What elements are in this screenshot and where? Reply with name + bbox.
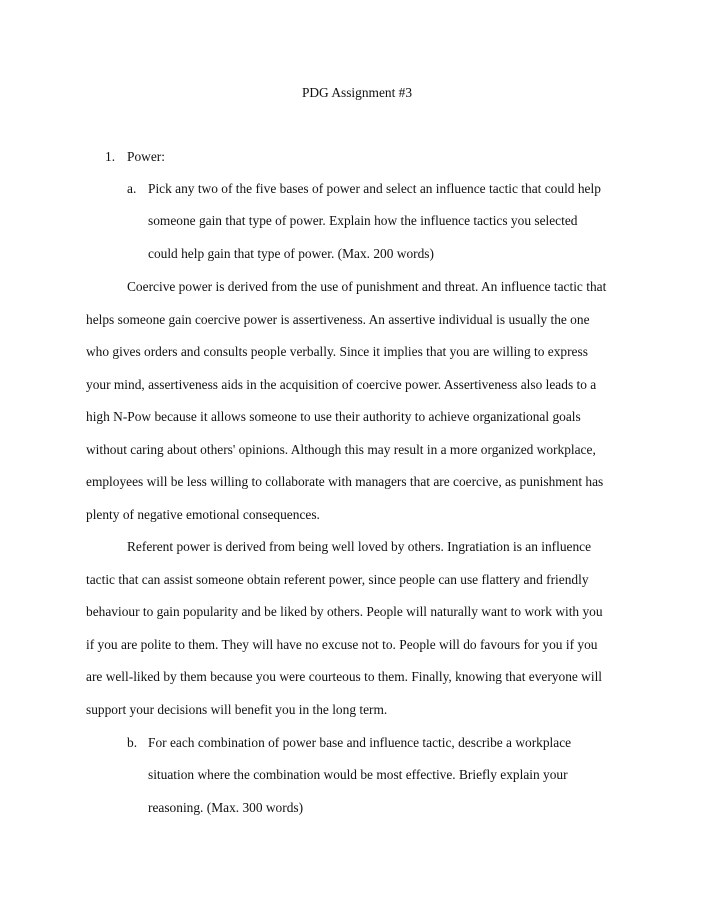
paragraph-coercive-line: Coercive power is derived from the use of punishment and threat. An influence tactic that — [127, 279, 607, 294]
list-item-power-label: Power: — [127, 149, 165, 164]
paragraph-coercive-line: employees will be less willing to collaborate with managers that are coercive, as punishment has — [86, 474, 604, 489]
sublist-b-line: reasoning. (Max. 300 words) — [148, 800, 304, 815]
paragraph-coercive-line: your mind, assertiveness aids in the acquisition of coercive power. Assertiveness also leads to a — [86, 377, 597, 392]
sublist-b-line: For each combination of power base and influence tactic, describe a workplace — [148, 735, 572, 750]
paragraph-coercive-line: high N-Pow because it allows someone to use their authority to achieve organizational goals — [86, 409, 581, 424]
paragraph-referent-line: are well-liked by them because you were courteous to them. Finally, knowing that everyone will — [86, 669, 603, 684]
paragraph-coercive-line: without caring about others' opinions. Although this may result in a more organized workplace, — [86, 442, 596, 457]
paragraph-coercive-line: who gives orders and consults people verbally. Since it implies that you are willing to express — [86, 344, 588, 359]
paragraph-coercive-line: plenty of negative emotional consequences. — [86, 507, 320, 522]
sublist-letter-b: b. — [127, 735, 138, 750]
sublist-a-line: could help gain that type of power. (Max. 200 words) — [148, 246, 434, 261]
sublist-b-line: situation where the combination would be most effective. Briefly explain your — [148, 767, 568, 782]
sublist-a-line: someone gain that type of power. Explain how the influence tactics you selected — [148, 213, 578, 228]
sublist-a-line: Pick any two of the five bases of power and select an influence tactic that could help — [148, 181, 601, 196]
paragraph-referent-line: Referent power is derived from being well loved by others. Ingratiation is an influence — [127, 539, 592, 554]
list-number-1: 1. — [105, 149, 116, 164]
paragraph-coercive-line: helps someone gain coercive power is assertiveness. An assertive individual is usually the one — [86, 312, 590, 327]
paragraph-referent-line: support your decisions will benefit you in the long term. — [86, 702, 388, 717]
paragraph-referent-line: tactic that can assist someone obtain referent power, since people can use flattery and friendly — [86, 572, 589, 587]
sublist-letter-a: a. — [127, 181, 137, 196]
paragraph-referent-line: if you are polite to them. They will have no excuse not to. People will do favours for you if you — [86, 637, 598, 652]
paragraph-referent-line: behaviour to gain popularity and be liked by others. People will naturally want to work with you — [86, 604, 603, 619]
document-title: PDG Assignment #3 — [301, 85, 413, 100]
